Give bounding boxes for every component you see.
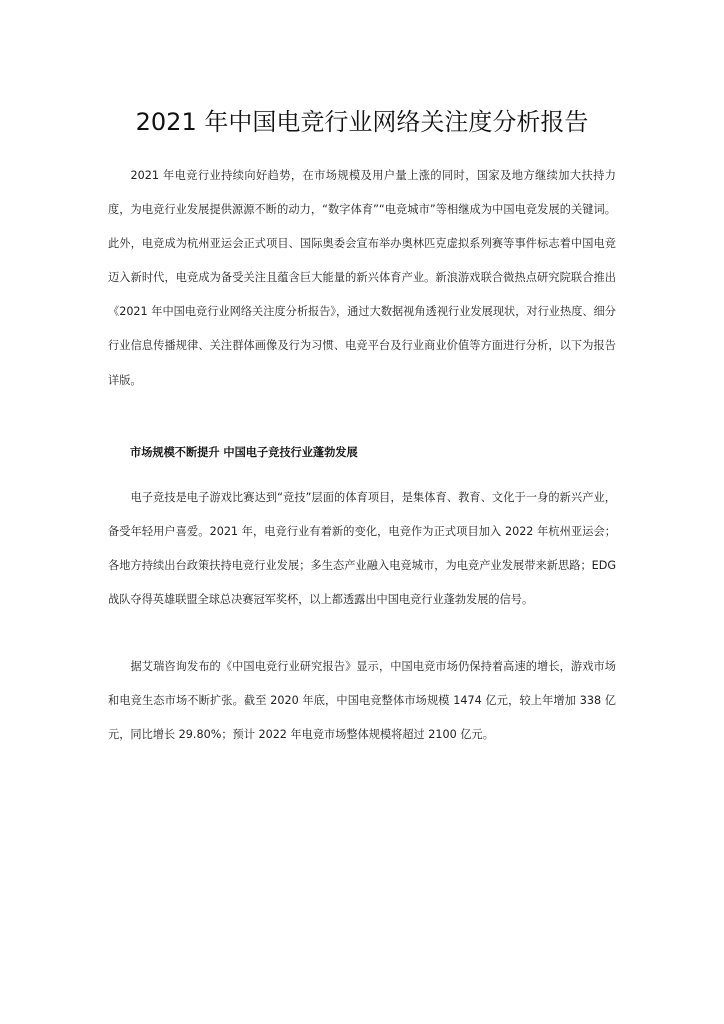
section-heading: 市场规模不断提升 中国电子竞技行业蓬勃发展: [130, 446, 358, 459]
esports-definition-paragraph: 电子竞技是电子游戏比赛达到“竞技”层面的体育项目，是集体育、教育、文化于一身的新兴产业，备受年轻用户喜爱。2021 年，电竞行业有着新的变化，电竞作为正式项目加入 2022 年杭州亚运会；各地方持续出台政策扶持电竞行业发展；多生态产业融入电竞城市，为电竞产业发展带来新思路；EDG 战队夺得英雄联盟全球总决赛冠军奖杯，以上都透露出中国电竞行业蓬勃发展的信号。: [108, 491, 616, 607]
intro-paragraph: 2021 年电竞行业持续向好趋势，在市场规模及用户量上涨的同时，国家及地方继续加大扶持力度，为电竞行业发展提供源源不断的动力，“数字体育”“电竞城市”等相继成为中国电竞发展的关键词。此外，电竞成为杭州亚运会正式项目、国际奥委会宣布举办奥林匹克虚拟系列赛等事件标志着中国电竞迈入新时代，电竞成为备受关注且蕴含巨大能量的新兴体育产业。新浪游戏联合微热点研究院联合推出《2021 年中国电竞行业网络关注度分析报告》，通过大数据视角透视行业发展现状，对行业热度、细分行业信息传播规律、关注群体画像及行为习惯、电竞平台及行业商业价值等方面进行分析，以下为报告详版。: [108, 169, 616, 387]
market-size-paragraph: 据艾瑞咨询发布的《中国电竞行业研究报告》显示，中国电竞市场仍保持着高速的增长，游戏市场和电竞生态市场不断扩张。截至 2020 年底，中国电竞整体市场规模 1474 亿元，较上年增加 338 亿元，同比增长 29.80%；预计 2022 年电竞市场整体规模将超过 2100 亿元。: [108, 660, 616, 742]
document-title: 2021 年中国电竞行业网络关注度分析报告: [135, 108, 589, 136]
